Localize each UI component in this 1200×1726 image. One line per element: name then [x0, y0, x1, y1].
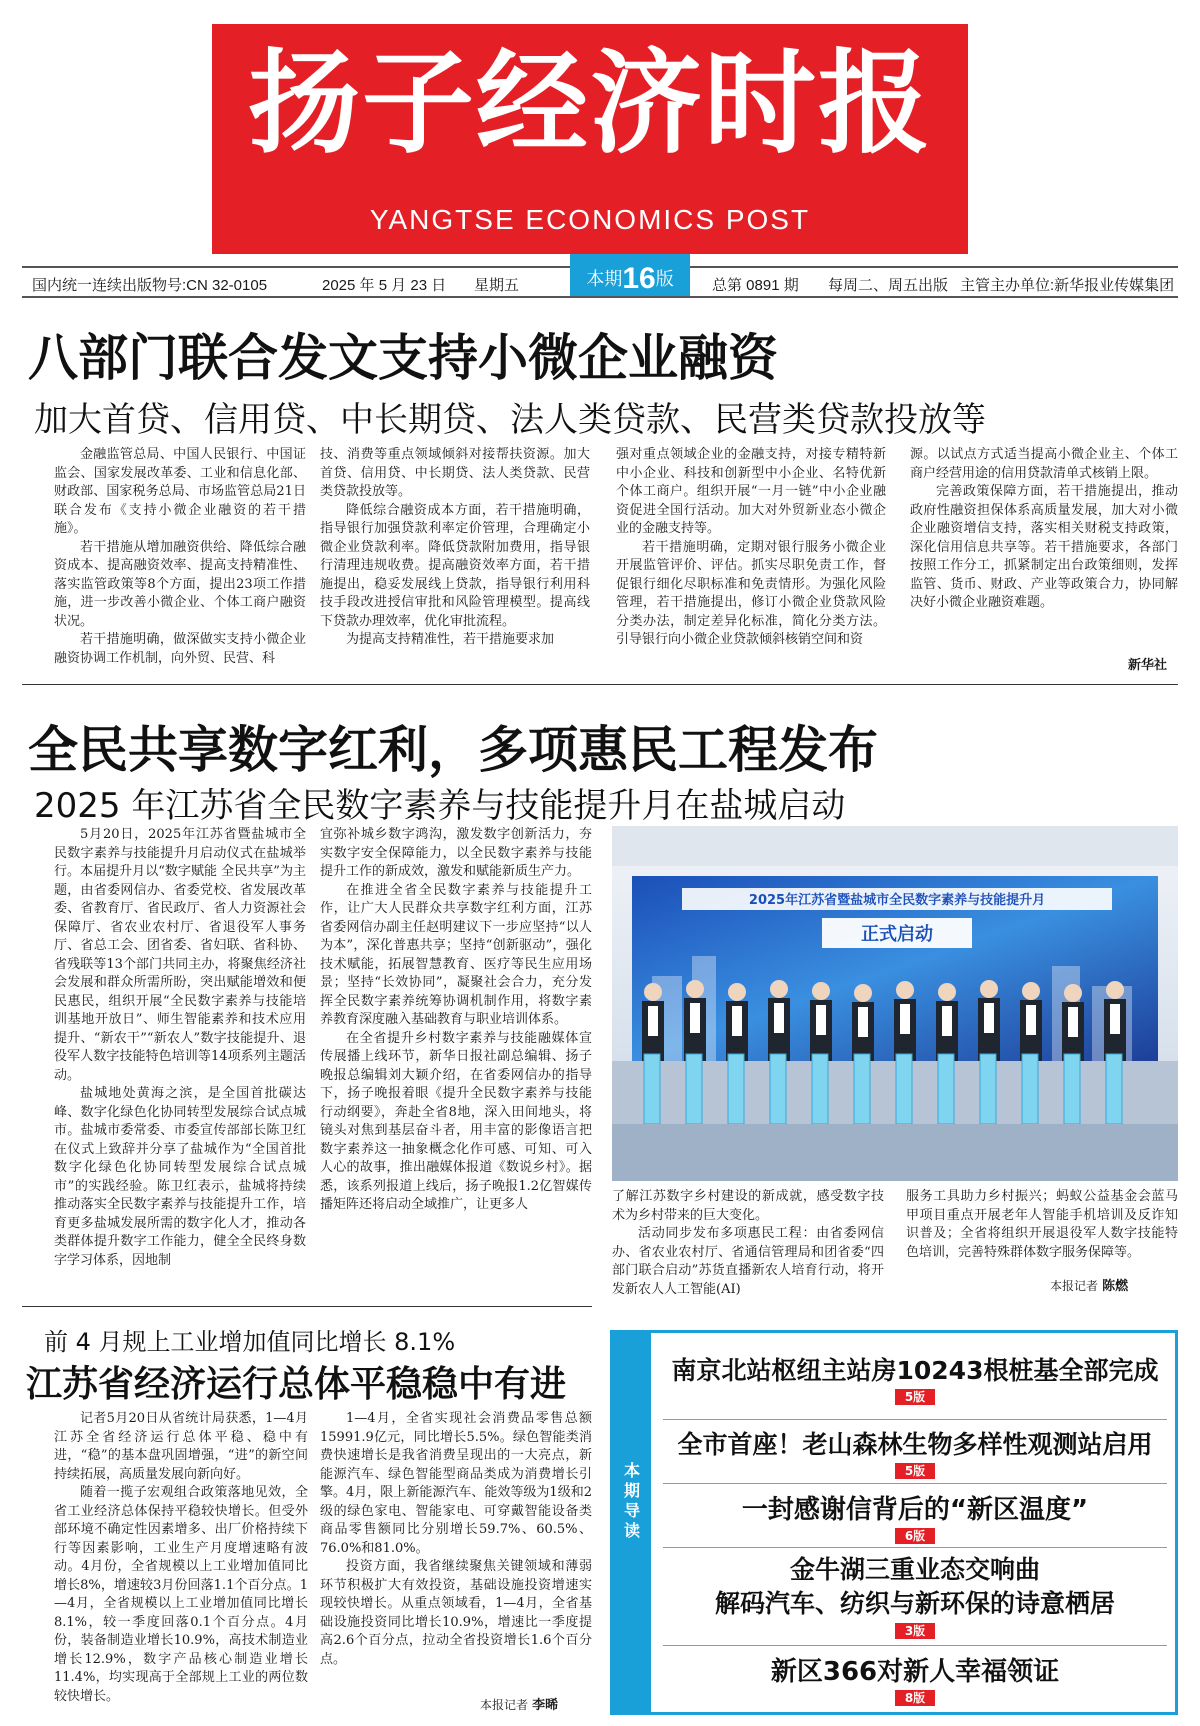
article2-subhead: 2025 年江苏省全民数字素养与技能提升月在盐城启动 [34, 786, 846, 826]
article1-byline: 新华社 [1128, 658, 1168, 673]
article3-headline: 江苏省经济运行总体平稳稳中有进 [26, 1364, 567, 1405]
article1-headline: 八部门联合发文支持小微企业融资 [28, 329, 778, 387]
article1-col2: 技、消费等重点领域倾斜对接帮扶资源。加大首贷、信用贷、中长期贷、法人类贷款、民营类贷款投放等。 降低综合融资成本方面，若干措施明确，指导银行加强贷款利率定价管理，合理确定小微企业贷款利率。降低贷款附加费用，指导银行清理违规收费。提高融资效率方面，若干措施提出，稳妥发展线上贷款，指导银行利用科技手段改进授信审批和风险管理模型。提高线下贷款办理效率，优化审批流程。 为提高支持精准性，若干措施要求加 [320, 447, 590, 647]
article2-col3: 了解江苏数字乡村建设的新成就，感受数字技术为乡村带来的巨大变化。 活动同步发布多项惠民工程：由省委网信办、省农业农村厅、省通信管理局和团省委“四部门联合启动”苏货直播新农人培育行动，将开发新农人人工智能(AI) [612, 1189, 884, 1297]
article3-kicker: 前 4 月规上工业增加值同比增长 8.1% [44, 1328, 456, 1356]
launch-ceremony-illustration [612, 826, 1178, 1181]
article1-col1: 金融监管总局、中国人民银行、中国证监会、国家发展改革委、工业和信息化部、财政部、国家税务总局、市场监管总局21日联合发布《支持小微企业融资的若干措施》。 若干措施从增加融资供给、降低综合融资成本、提高融资效率、提高支持精准性、落实监管政策等8个方面，提出23项工作措施，进一步改善小微企业、个体工商户融资状况。 若干措施明确，做深做实支持小微企业融资协调工作机制，向外贸、民营、科 [54, 447, 306, 666]
publisher: 主管主办单位:新华报业传媒集团 [960, 277, 1175, 294]
article1-subhead: 加大首贷、信用贷、中长期贷、法人类贷款、民营类贷款投放等 [34, 400, 986, 440]
page-badge: 5版 [895, 1389, 935, 1405]
article2-col1: 5月20日，2025年江苏省暨盐城市全民数字素养与技能提升月启动仪式在盐城举行。本届提升月以“数字赋能 全民共享”为主题，由省委网信办、省委党校、省发展改革委、省教育厅、省民政厅、省人力资源社会保障厅、省农业农村厅、省退役军人事务厅、省总工会、团省委、省妇联、省科协、省残联等13个部门共同主办，将聚焦经济社会发展和群众所需所盼，突出赋能增效和便民惠民，组织开展“全民数字素养与技能培训基地开放日”、师生智能素养和技术应用提升、“新农干”“新农人”数字技能提升、退役军人数字技能特色培训等14项系列主题活动。 盐城地处黄海之滨，是全国首批碳达峰、数字化绿色化协同转型发展综合试点城市。盐城市委常委、市委宣传部部长陈卫红在仪式上致辞并分享了盐城作为“全国首批数字化绿色化协同转型发展综合试点城市”的实践经验。陈卫红表示，盐城将持续推动落实全民数字素养与技能提升工作，培育更多盐城发展所需的数字化人才，推动各类群体提升数字工作能力，健全全民终身数字学习体系，因地制 [54, 827, 306, 1268]
divider [22, 684, 1178, 685]
article3-byline: 本报记者 李晞 [480, 1698, 559, 1713]
page-badge: 5版 [895, 1463, 935, 1479]
frequency: 每周二、周五出版 [828, 277, 949, 294]
page-badge: 3版 [895, 1623, 935, 1639]
issue-page-count: 本期16版 [570, 254, 690, 296]
masthead-subtitle: YANGTSE ECONOMICS POST [369, 204, 811, 235]
article1-col3: 强对重点领域企业的金融支持，对接专精特新中小企业、科技和创新型中小企业、名特优新个体工商户。组织开展“一月一链”中小企业融资促进全国行活动。加大对外贸新业态小微企业的金融支持等。 若干措施明确，定期对银行服务小微企业开展监管评价、评估。抓实尽职免责工作，督促银行细化尽职标准和免责情形。为强化风险管理，若干措施提出，修订小微企业贷款风险分类办法，制定差异化标准，简化分类方法。引导银行向小微企业贷款倾斜核销空间和资 [616, 447, 886, 647]
divider [22, 1306, 592, 1307]
divider [663, 1419, 1167, 1420]
page-badge: 8版 [895, 1690, 935, 1706]
issue-date: 2025 年 5 月 23 日 [322, 277, 447, 294]
page-badge: 6版 [895, 1528, 935, 1544]
article2-col4: 服务工具助力乡村振兴；蚂蚁公益基金会蓝马甲项目重点开展老年人智能手机培训及反诈知识普及；全省将组织开展退役军人数字技能特色培训，完善特殊群体数字服务保障等。 [906, 1189, 1178, 1260]
article2-col2: 宜弥补城乡数字鸿沟，激发数字创新活力，夯实数字安全保障能力，以全民数字素养与技能提升工作的新成效，激发和赋能新质生产力。 在推进全省全民数字素养与技能提升工作，让广大人民群众共享数字红利方面，江苏省委网信办副主任赵明建议下一步应坚持“以人为本”，深化普惠共享；坚持“创新驱动”，强化技术赋能，拓展智慧教育、医疗等民生应用场景；坚持“长效协同”，凝聚社会合力，充分发挥全民数字素养统筹协调机制作用，将数字素养教育深度融入基础教育与职业培训体系。 在全省提升乡村数字素养与技能融媒体宣传展播上线环节，新华日报社副总编辑、扬子晚报总编辑刘大颖介绍，在省委网信办的指导下，扬子晚报着眼《提升全民数字素养与技能行动纲要》，奔赴全省8地，深入田间地头，将镜头对焦到基层奋斗者，用丰富的影像语言把数字素养这一抽象概念化作可感、可知、可入人心的故事，推出融媒体报道《数说乡村》。据悉，该系列报道上线后，扬子晚报1.2亿智媒传播矩阵还将启动全域推广，让更多人 [320, 827, 592, 1212]
article1-col4: 源。以试点方式适当提高小微企业主、个体工商户经营用途的信用贷款清单式核销上限。 完善政策保障方面，若干措施提出，推动政府性融资担保体系高质量发展，加大对小微企业融资增信支持，落实相关财税支持政策，深化信用信息共享等。若干措施要求，各部门按照工作分工，抓紧制定出台政策细则，发挥监管、货币、财政、产业等政策合力，协同解决好小微企业融资难题。 [910, 447, 1178, 610]
guide-item[interactable]: 南京北站枢纽主站房10243根桩基全部完成 5版 [671, 1356, 1159, 1404]
guide-label: 本 期 导 读 [613, 1333, 651, 1712]
total-issue: 总第 0891 期 [712, 277, 799, 294]
guide-item[interactable]: 金牛湖三重业态交响曲 解码汽车、纺织与新环保的诗意栖居 3版 [714, 1555, 1115, 1638]
guide-item[interactable]: 新区366对新人幸福领证 8版 [770, 1657, 1060, 1705]
article2-headline: 全民共享数字红利，多项惠民工程发布 [28, 721, 878, 779]
article2-byline: 本报记者 陈燃 [1050, 1279, 1129, 1294]
info-bar [22, 262, 1178, 298]
issue-guide-box [610, 1330, 1178, 1715]
cn-number: 国内统一连续出版物号:CN 32-0105 [32, 277, 268, 294]
masthead [212, 24, 968, 254]
photo-banner-title: 2025年江苏省暨盐城市全民数字素养与技能提升月 [748, 893, 1046, 908]
divider [663, 1547, 1167, 1548]
divider [663, 1645, 1167, 1646]
launch-ceremony-photo [612, 826, 1178, 1181]
article3-col1: 记者5月20日从省统计局获悉，1—4月江苏全省经济运行总体平稳、稳中有进，“稳”的基本盘巩固增强，“进”的新空间持续拓展，高质量发展向新向好。 随着一揽子宏观组合政策落地见效，全省工业经济总体保持平稳较快增长。但受外部环境不确定性因素增多、出厂价格持续下行等因素影响，工业生产月度增速略有波动。4月份，全省规模以上工业增加值同比增长8%，增速较3月份回落1.1个百分点。1—4月，全省规模以上工业增加值同比增长8.1%，较一季度回落0.1个百分点。4月份，装备制造业增长10.9%，高技术制造业增长12.9%，数字产品核心制造业增长11.4%，均实现高于全部规上工业的两位数较快增长。 [54, 1411, 308, 1704]
divider [663, 1483, 1167, 1484]
guide-item[interactable]: 全市首座！老山森林生物多样性观测站启用 5版 [677, 1430, 1153, 1478]
masthead-title: 扬子经济时报 [248, 38, 932, 169]
article3-col2: 1—4月，全省实现社会消费品零售总额15991.9亿元，同比增长5.5%。绿色智能类消费快速增长是我省消费呈现出的一大亮点，新能源汽车、绿色智能型商品类成为消费增长引擎。4月，限上新能源汽车、能效等级为1级和2级的绿色家电、智能家电、可穿戴智能设备类商品零售额同比分别增长59.7%、60.5%、76.0%和81.0%。 投资方面，我省继续聚焦关键领域和薄弱环节积极扩大有效投资，基础设施投资增速实现较快增长。从重点领域看，1—4月，全省基础设施投资同比增长10.9%，增速比一季度提高2.6个百分点，拉动全省投资增长1.6个百分点。 [320, 1411, 592, 1667]
photo-banner-sub: 正式启动 [861, 924, 933, 945]
guide-item[interactable]: 一封感谢信背后的“新区温度” 6版 [741, 1495, 1089, 1543]
weekday: 星期五 [474, 277, 520, 294]
